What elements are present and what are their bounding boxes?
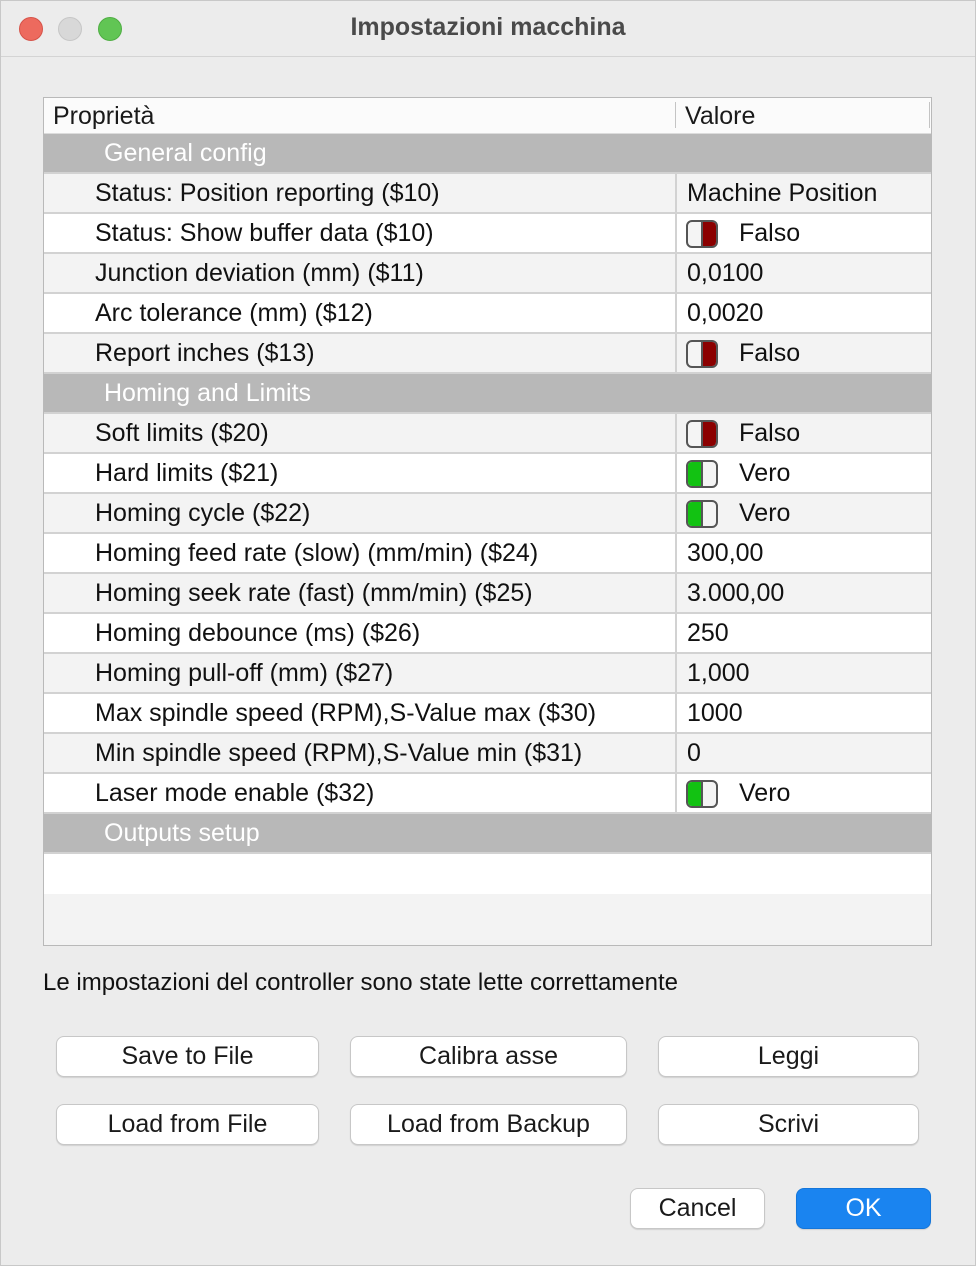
table-row[interactable] <box>44 534 931 574</box>
toggle-fill <box>701 342 716 366</box>
table-row[interactable] <box>44 454 931 494</box>
value-field[interactable]: 0,0020 <box>687 299 764 327</box>
value-field[interactable]: 0,0100 <box>687 259 764 287</box>
scrivi-button[interactable]: Scrivi <box>658 1104 919 1145</box>
column-separator[interactable] <box>675 102 676 128</box>
column-divider <box>675 774 677 812</box>
toggle-fill <box>701 222 716 246</box>
section-header[interactable] <box>44 134 931 174</box>
toggle-switch-icon[interactable] <box>686 500 718 528</box>
table-row[interactable] <box>44 734 931 774</box>
value-field[interactable]: 3.000,00 <box>687 579 785 607</box>
table-row[interactable] <box>44 614 931 654</box>
value-field[interactable]: 1,000 <box>687 659 750 687</box>
property-label: Hard limits ($21) <box>95 459 279 487</box>
section-label: Homing and Limits <box>104 379 312 407</box>
property-label: Homing debounce (ms) ($26) <box>95 619 421 647</box>
column-divider <box>675 694 677 732</box>
column-divider <box>675 534 677 572</box>
toggle-divider <box>701 502 703 526</box>
ok-button[interactable]: OK <box>796 1188 931 1229</box>
column-divider <box>675 614 677 652</box>
window-title: Impostazioni macchina <box>350 13 626 41</box>
toggle-switch-icon[interactable] <box>686 420 718 448</box>
table-body <box>44 134 931 934</box>
column-divider <box>675 734 677 772</box>
table-row[interactable] <box>44 774 931 814</box>
table-row[interactable] <box>44 254 931 294</box>
column-header-value[interactable]: Valore <box>685 102 756 130</box>
column-divider <box>675 254 677 292</box>
toggle-divider <box>701 342 703 366</box>
toggle-switch-icon[interactable] <box>686 460 718 488</box>
boolean-value[interactable]: Falso <box>739 219 801 247</box>
column-divider <box>675 494 677 532</box>
leggi-button[interactable]: Leggi <box>658 1036 919 1077</box>
property-label: Status: Position reporting ($10) <box>95 179 440 207</box>
value-field[interactable]: 300,00 <box>687 539 764 567</box>
toggle-divider <box>701 222 703 246</box>
boolean-value[interactable]: Vero <box>739 499 791 527</box>
toggle-switch-icon[interactable] <box>686 220 718 248</box>
table-row[interactable] <box>44 214 931 254</box>
toggle-divider <box>701 422 703 446</box>
toggle-switch-icon[interactable] <box>686 780 718 808</box>
status-message: Le impostazioni del controller sono state lette correttamente <box>43 969 679 996</box>
toggle-divider <box>701 782 703 806</box>
property-label: Arc tolerance (mm) ($12) <box>95 299 373 327</box>
boolean-value[interactable]: Falso <box>739 339 801 367</box>
settings-table <box>43 97 932 946</box>
empty-row <box>44 894 931 934</box>
property-label: Homing pull-off (mm) ($27) <box>95 659 394 687</box>
table-row[interactable] <box>44 694 931 734</box>
column-header-property[interactable]: Proprietà <box>53 102 155 130</box>
section-label: General config <box>104 139 267 167</box>
table-row[interactable] <box>44 494 931 534</box>
column-divider <box>675 334 677 372</box>
column-separator[interactable] <box>929 102 930 128</box>
section-label: Outputs setup <box>104 819 260 847</box>
title-bar <box>1 1 975 57</box>
boolean-value[interactable]: Vero <box>739 459 791 487</box>
property-label: Homing seek rate (fast) (mm/min) ($25) <box>95 579 533 607</box>
calibra-asse-button[interactable]: Calibra asse <box>350 1036 627 1077</box>
table-row[interactable] <box>44 574 931 614</box>
section-header[interactable] <box>44 374 931 414</box>
column-divider <box>675 414 677 452</box>
load-from-backup-button[interactable]: Load from Backup <box>350 1104 627 1145</box>
table-header <box>44 98 931 134</box>
property-label: Soft limits ($20) <box>95 419 269 447</box>
value-field[interactable]: 1000 <box>687 699 743 727</box>
save-to-file-button[interactable]: Save to File <box>56 1036 319 1077</box>
empty-row <box>44 854 931 894</box>
table-row[interactable] <box>44 414 931 454</box>
toggle-switch-icon[interactable] <box>686 340 718 368</box>
column-divider <box>675 174 677 212</box>
column-divider <box>675 294 677 332</box>
property-label: Max spindle speed (RPM),S-Value max ($30) <box>95 699 597 727</box>
property-label: Junction deviation (mm) ($11) <box>95 259 424 287</box>
boolean-value[interactable]: Vero <box>739 779 791 807</box>
property-label: Status: Show buffer data ($10) <box>95 219 434 247</box>
value-field[interactable]: 250 <box>687 619 729 647</box>
property-label: Laser mode enable ($32) <box>95 779 375 807</box>
boolean-value[interactable]: Falso <box>739 419 801 447</box>
column-divider <box>675 574 677 612</box>
table-row[interactable] <box>44 174 931 214</box>
cancel-button[interactable]: Cancel <box>630 1188 765 1229</box>
value-field[interactable]: 0 <box>687 739 701 767</box>
property-label: Homing feed rate (slow) (mm/min) ($24) <box>95 539 539 567</box>
property-label: Min spindle speed (RPM),S-Value min ($31) <box>95 739 583 767</box>
column-divider <box>675 454 677 492</box>
toggle-fill <box>701 422 716 446</box>
table-row[interactable] <box>44 334 931 374</box>
table-row[interactable] <box>44 294 931 334</box>
section-header[interactable] <box>44 814 931 854</box>
load-from-file-button[interactable]: Load from File <box>56 1104 319 1145</box>
column-divider <box>675 214 677 252</box>
toggle-divider <box>701 462 703 486</box>
table-row[interactable] <box>44 654 931 694</box>
property-label: Report inches ($13) <box>95 339 315 367</box>
value-field[interactable]: Machine Position <box>687 179 878 207</box>
property-label: Homing cycle ($22) <box>95 499 311 527</box>
column-divider <box>675 654 677 692</box>
